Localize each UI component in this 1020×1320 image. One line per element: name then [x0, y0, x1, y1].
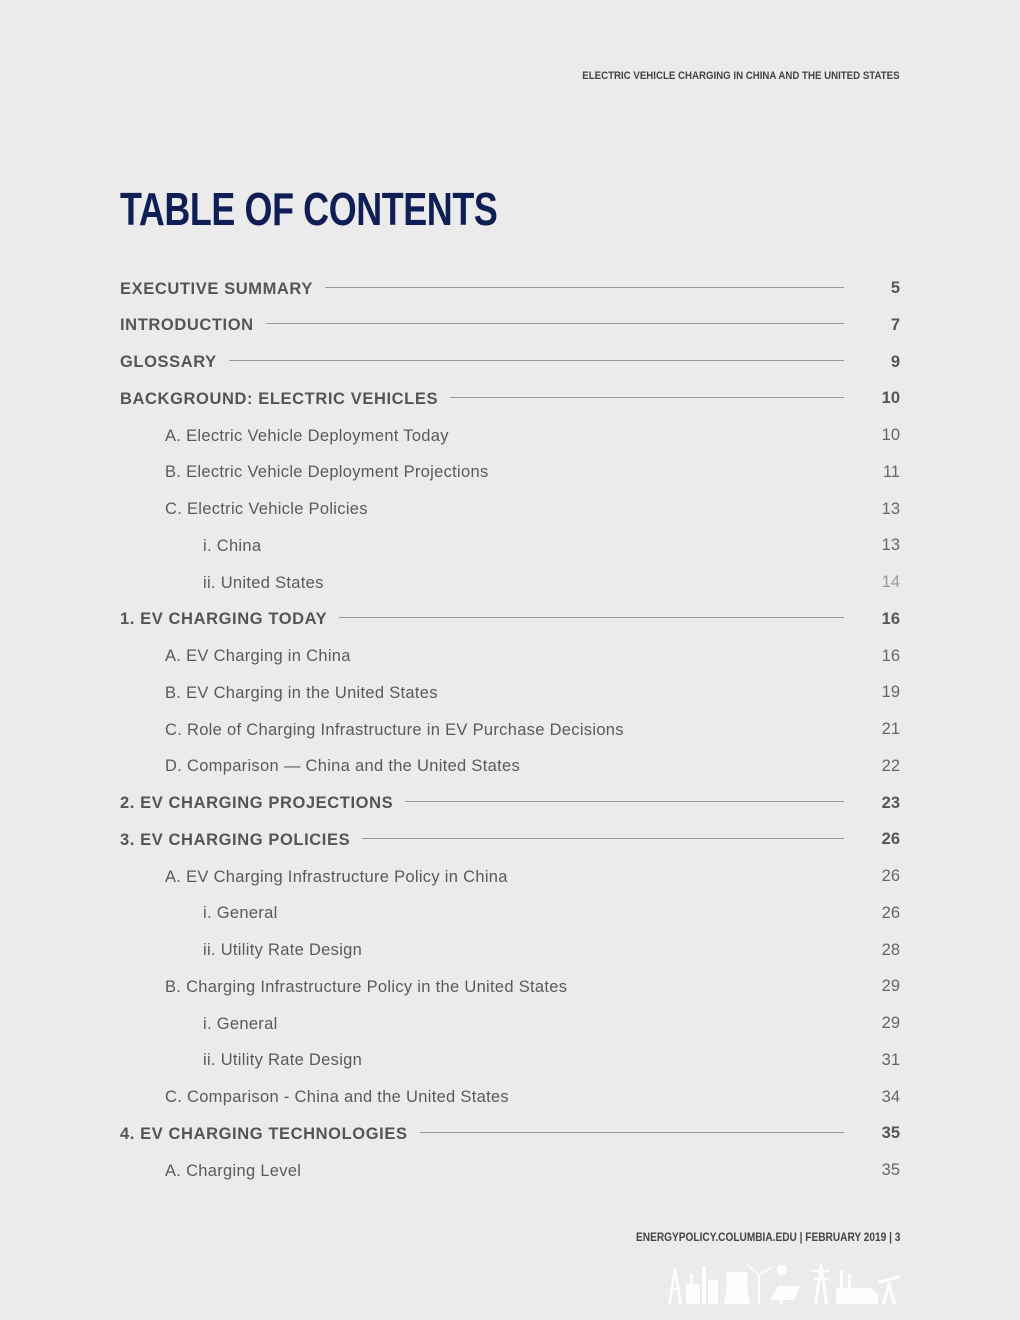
- toc-entry-label: A. Charging Level: [165, 1161, 302, 1180]
- toc-page-number: 31: [881, 1050, 900, 1069]
- toc-entry-label: i. China: [203, 536, 262, 555]
- toc-subsection-entry[interactable]: [0, 498, 1020, 522]
- toc-page-number: 29: [881, 1014, 900, 1032]
- toc-subsubsection-entry[interactable]: [0, 1012, 1020, 1036]
- energy-skyline-icon: [664, 1260, 902, 1304]
- toc-page-number: 14: [881, 573, 900, 591]
- toc-page-number: 21: [881, 720, 900, 738]
- toc-entry-label: i. General: [203, 1014, 278, 1033]
- toc-entry-label: D. Comparison — China and the United States: [165, 757, 520, 776]
- toc-section-entry[interactable]: [0, 608, 1020, 632]
- toc-page-number: 9: [890, 352, 900, 371]
- toc-entry-label: B. Electric Vehicle Deployment Projections: [165, 463, 489, 482]
- toc-subsubsection-entry[interactable]: [0, 902, 1020, 926]
- toc-entry-label: 2. EV CHARGING PROJECTIONS: [120, 794, 394, 812]
- toc-page-number: 19: [881, 683, 900, 702]
- toc-subsection-entry[interactable]: [0, 645, 1020, 669]
- toc-leader-line: [362, 838, 844, 839]
- toc-entry-label: C. Electric Vehicle Policies: [165, 500, 368, 518]
- toc-page-number: 35: [881, 1124, 900, 1143]
- toc-page-number: 26: [881, 867, 900, 885]
- toc-leader-line: [229, 360, 844, 361]
- toc-entry-label: i. General: [203, 904, 278, 923]
- toc-leader-line: [339, 617, 844, 618]
- toc-page-number: 10: [881, 389, 900, 408]
- running-header: ELECTRIC VEHICLE CHARGING IN CHINA AND THE UNITED STATES: [582, 70, 900, 82]
- toc-subsubsection-entry[interactable]: [0, 534, 1020, 558]
- toc-section-entry[interactable]: [0, 314, 1020, 338]
- toc-entry-label: ii. United States: [203, 573, 324, 592]
- toc-entry-label: EXECUTIVE SUMMARY: [120, 279, 313, 298]
- toc-entry-label: C. Comparison - China and the United States: [165, 1088, 509, 1106]
- toc-subsection-entry[interactable]: [0, 718, 1020, 742]
- toc-entry-label: INTRODUCTION: [120, 316, 254, 335]
- toc-page-number: 16: [881, 609, 900, 628]
- toc-page-number: 28: [881, 940, 900, 959]
- toc-section-entry[interactable]: [0, 792, 1020, 816]
- page-footer: ENERGYPOLICY.COLUMBIA.EDU | FEBRUARY 2019 | 3: [635, 1232, 900, 1244]
- toc-subsection-entry[interactable]: [0, 424, 1020, 448]
- toc-entry-label: ii. Utility Rate Design: [203, 1051, 363, 1070]
- toc-entry-label: A. Electric Vehicle Deployment Today: [165, 426, 449, 445]
- toc-page-number: 13: [881, 536, 900, 555]
- toc-page-number: 26: [881, 903, 900, 922]
- toc-subsection-entry[interactable]: [0, 1159, 1020, 1183]
- toc-entry-label: 3. EV CHARGING POLICIES: [120, 830, 351, 849]
- toc-leader-line: [420, 1132, 844, 1133]
- toc-section-entry[interactable]: [0, 351, 1020, 375]
- toc-leader-line: [450, 397, 844, 398]
- toc-page-number: 26: [881, 830, 900, 849]
- toc-page-number: 7: [890, 315, 900, 334]
- toc-entry-label: C. Role of Charging Infrastructure in EV Purchase Decisions: [165, 720, 624, 739]
- toc-section-entry[interactable]: [0, 277, 1020, 301]
- toc-page-number: 11: [882, 462, 900, 481]
- toc-entry-label: A. EV Charging Infrastructure Policy in China: [165, 867, 508, 886]
- toc-entry-label: 4. EV CHARGING TECHNOLOGIES: [120, 1124, 408, 1143]
- toc-section-entry[interactable]: [0, 387, 1020, 411]
- toc-subsection-entry[interactable]: [0, 975, 1020, 999]
- toc-subsubsection-entry[interactable]: [0, 939, 1020, 963]
- page-title: TABLE OF CONTENTS: [120, 183, 498, 235]
- toc-page-number: 34: [881, 1087, 900, 1106]
- toc-subsubsection-entry[interactable]: [0, 1049, 1020, 1073]
- toc-leader-line: [405, 801, 844, 802]
- toc-entry-label: B. EV Charging in the United States: [165, 683, 438, 702]
- toc-entry-label: A. EV Charging in China: [165, 647, 351, 665]
- toc-page-number: 16: [881, 646, 900, 665]
- toc-entry-label: BACKGROUND: ELECTRIC VEHICLES: [120, 389, 439, 408]
- toc-page-number: 29: [881, 977, 900, 996]
- toc-section-entry[interactable]: [0, 1122, 1020, 1146]
- toc-subsection-entry[interactable]: [0, 681, 1020, 705]
- toc-subsection-entry[interactable]: [0, 461, 1020, 485]
- toc-page-number: 5: [890, 279, 900, 297]
- toc-leader-line: [325, 287, 844, 288]
- toc-subsubsection-entry[interactable]: [0, 571, 1020, 595]
- toc-subsection-entry[interactable]: [0, 865, 1020, 889]
- toc-leader-line: [266, 323, 844, 324]
- toc-page-number: 23: [881, 793, 900, 812]
- toc-entry-label: ii. Utility Rate Design: [203, 941, 363, 959]
- toc-entry-label: B. Charging Infrastructure Policy in the United States: [165, 977, 568, 996]
- toc-subsection-entry[interactable]: [0, 1086, 1020, 1110]
- toc-subsection-entry[interactable]: [0, 755, 1020, 779]
- toc-page-number: 13: [881, 499, 900, 518]
- toc-page-number: 22: [881, 756, 900, 775]
- toc-page-number: 10: [881, 426, 900, 444]
- toc-section-entry[interactable]: [0, 828, 1020, 852]
- toc-page-number: 35: [881, 1161, 900, 1179]
- toc-entry-label: 1. EV CHARGING TODAY: [120, 610, 328, 629]
- toc-entry-label: GLOSSARY: [120, 353, 217, 371]
